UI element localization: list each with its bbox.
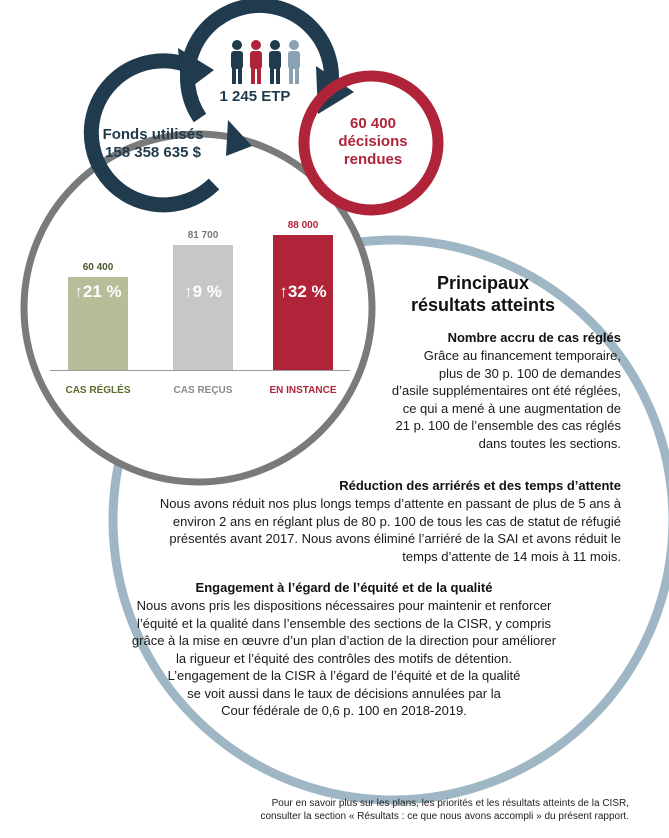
section-line: présentés avant 2017. Nous avons éliminé l’arriéré de la SAI et avons réduit le	[169, 531, 621, 546]
section-body	[61, 495, 621, 565]
section-line: environ 2 ans en réglant plus de 80 p. 100 de tous les cas de statut de réfugié	[172, 513, 621, 529]
decisions-label	[318, 115, 428, 169]
bar-category-label: EN INSTANCE	[269, 385, 337, 396]
bar-change-label: ↑21 %	[74, 282, 122, 301]
section-fairness-quality	[84, 580, 604, 720]
bar-value-label: 60 400	[82, 262, 114, 274]
bar-value-label: 88 000	[287, 220, 319, 231]
section-title: Engagement à l’égard de l’équité et de la qualité	[195, 580, 493, 595]
funds-title: Fonds utilisés	[102, 126, 204, 143]
section-line: Cour fédérale de 0,6 p. 100 en 2018-2019.	[221, 703, 467, 718]
section-title: Nombre accru de cas réglés	[447, 330, 621, 345]
bar-category-label: CAS RÉGLÉS	[65, 385, 131, 396]
section-line: dans toutes les sections.	[478, 435, 621, 451]
section-line: Nous avons réduit nos plus longs temps d’attente en passant de plus de 5 ans à	[159, 496, 621, 511]
cases-bar-chart	[40, 220, 360, 405]
bar-change-label: ↑32 %	[279, 282, 327, 301]
footer-line2: consulter la section « Résultats : ce que nous avons accompli » du présent rapport.	[260, 811, 629, 822]
section-line: la rigueur et l’équité des contrôles des motifs de détention.	[175, 650, 513, 666]
staff-figures-icon	[231, 40, 300, 84]
section-line: ce qui a mené à une augmentation de	[402, 400, 621, 416]
bar-value-label: 81 700	[187, 229, 219, 241]
funds-label	[88, 126, 218, 162]
section-line: l’équité et la qualité dans l’ensemble des sections de la CISR, y compris	[136, 615, 552, 631]
section-line: 21 p. 100 de l’ensemble des cas réglés	[395, 418, 621, 433]
section-body	[321, 347, 621, 452]
bar-1	[173, 245, 233, 370]
section-body	[84, 597, 604, 720]
decisions-line3: rendues	[343, 151, 403, 168]
section-line: d’asile supplémentaires ont été réglées,	[391, 383, 621, 398]
section-cases-settled	[321, 330, 621, 452]
section-line: Grâce au financement temporaire,	[423, 348, 621, 363]
section-title: Réduction des arriérés et des temps d’attente	[339, 478, 621, 493]
section-line: plus de 30 p. 100 de demandes	[438, 365, 621, 381]
x-axis-line	[50, 370, 350, 371]
funds-amount: 158 358 635 $	[105, 144, 201, 161]
section-line: temps d’attente de 14 mois à 11 mois.	[402, 548, 621, 564]
section-backlogs	[61, 478, 621, 565]
footer-note	[69, 797, 629, 823]
bar-category-label: CAS REÇUS	[173, 385, 233, 396]
bar-change-label: ↑9 %	[184, 282, 222, 301]
section-line: L’engagement de la CISR à l’égard de l’équité et de la qualité	[167, 668, 521, 683]
results-heading-line1: Principaux	[436, 273, 530, 293]
footer-line1: Pour en savoir plus sur les plans, les priorités et les résultats atteints de la CISR,	[271, 798, 629, 809]
decisions-line2: décisions	[338, 133, 408, 150]
results-heading	[382, 272, 584, 316]
results-heading-line2: résultats atteints	[410, 295, 556, 315]
decisions-value: 60 400	[350, 115, 396, 132]
section-line: Nous avons pris les dispositions nécessaires pour maintenir et renforcer	[136, 598, 552, 613]
section-line: se voit aussi dans le taux de décisions annulées par la	[187, 685, 501, 701]
staff-label: 1 245 ETP	[219, 88, 291, 105]
section-line: grâce à la mise en œuvre d’un plan d’action de la direction pour améliorer	[131, 633, 557, 648]
